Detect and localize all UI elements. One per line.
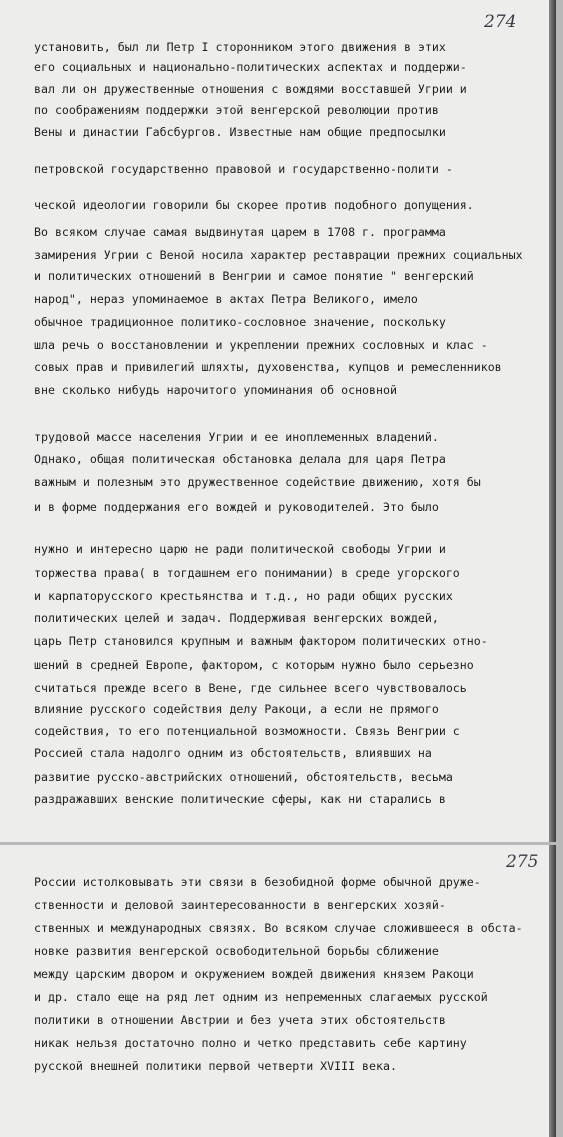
text-line: России истолковывать эти связи в безобидной форме обычной друже- — [34, 875, 481, 889]
text-line: вне сколько нибудь нарочитого упоминания об основной — [34, 383, 397, 397]
text-line: и карпаторусского крестьянства и т.д., но ради общих русских — [34, 589, 453, 603]
text-line: царь Петр становился крупным и важным фактором политических отно- — [34, 634, 488, 648]
text-line: новке развития венгерской освободительной борьбы сближение — [34, 944, 439, 958]
text-line: ственности и деловой заинтересованности в венгерских хозяй- — [34, 898, 446, 912]
text-line: Россией стала надолго одним из обстоятельств, влиявших на — [34, 746, 432, 760]
text-line: Во всяком случае самая выдвинутая царем в 1708 г. программа — [34, 225, 446, 239]
page-edge-shadow — [549, 0, 556, 842]
text-line: ственных и международных связях. Во всяком случае сложившееся в обста- — [34, 921, 523, 935]
page-number: 275 — [506, 852, 539, 872]
text-line: никак нельзя достаточно полно и четко представить себе картину — [34, 1036, 467, 1050]
text-line: ческой идеологии говорили бы скорее против подобного допущения. — [34, 198, 474, 212]
text-line: замирения Угрии с Веной носила характер реставрации прежних социальных — [34, 248, 523, 262]
text-line: влияние русского содействия делу Ракоци, а если не прямого — [34, 702, 439, 716]
text-line: и политических отношений в Венгрии и самое понятие " венгерский — [34, 269, 474, 283]
text-line: политики в отношении Австрии и без учета этих обстоятельств — [34, 1013, 446, 1027]
text-line: Вены и династии Габсбургов. Известные нам общие предпосылки — [34, 125, 446, 139]
text-line: и др. стало еще на ряд лет одним из непременных слагаемых русской — [34, 990, 488, 1004]
text-line: нужно и интересно царю не ради политической свободы Угрии и — [34, 542, 446, 556]
text-line: Однако, общая политическая обстановка делала для царя Петра — [34, 452, 446, 466]
text-line: вал ли он дружественные отношения с вождями восставшей Угрии и — [34, 82, 467, 96]
text-line: шений в средней Европе, фактором, с которым нужно было серьезно — [34, 658, 474, 672]
text-line: и в форме поддержания его вождей и руководителей. Это было — [34, 500, 439, 514]
text-line: содействия, то его потенциальной возможности. Связь Венгрии с — [34, 724, 460, 738]
text-line: установить, был ли Петр I сторонником этого движения в этих — [34, 40, 446, 54]
text-line: между царским двором и окружением вождей движения князем Ракоци — [34, 967, 474, 981]
text-line: по соображениям поддержки этой венгерской революции против — [34, 103, 439, 117]
text-line: народ", нераз упоминаемое в актах Петра Великого, имело — [34, 292, 418, 306]
text-line: русской внешней политики первой четверти XVIII века. — [34, 1059, 397, 1073]
text-line: совых прав и привилегий шляхты, духовенства, купцов и ремесленников — [34, 360, 502, 374]
text-line: развитие русско-австрийских отношений, обстоятельств, весьма — [34, 770, 453, 784]
text-line: политических целей и задач. Поддерживая венгерских вождей, — [34, 611, 439, 625]
text-line: трудовой массе населения Угрии и ее иноплеменных владений. — [34, 430, 439, 444]
text-line: его социальных и национально-политических аспектах и поддержи- — [34, 60, 467, 74]
text-line: шла речь о восстановлении и укреплении прежних сословных и клас - — [34, 338, 488, 352]
text-line: раздражавших венские политические сферы, как ни старались в — [34, 792, 446, 806]
page-edge-shadow — [549, 845, 556, 1137]
text-line: важным и полезным это дружественное содействие движению, хотя бы — [34, 475, 481, 489]
text-line: торжества права( в тогдашнем его понимании) в среде угорского — [34, 566, 460, 580]
text-line: считаться прежде всего в Вене, где сильнее всего чувствовалось — [34, 681, 467, 695]
text-line: петровской государственно правовой и государственно-полити - — [34, 162, 453, 176]
text-line: обычное традиционное политико-сословное значение, поскольку — [34, 315, 446, 329]
page-number: 274 — [484, 12, 517, 32]
